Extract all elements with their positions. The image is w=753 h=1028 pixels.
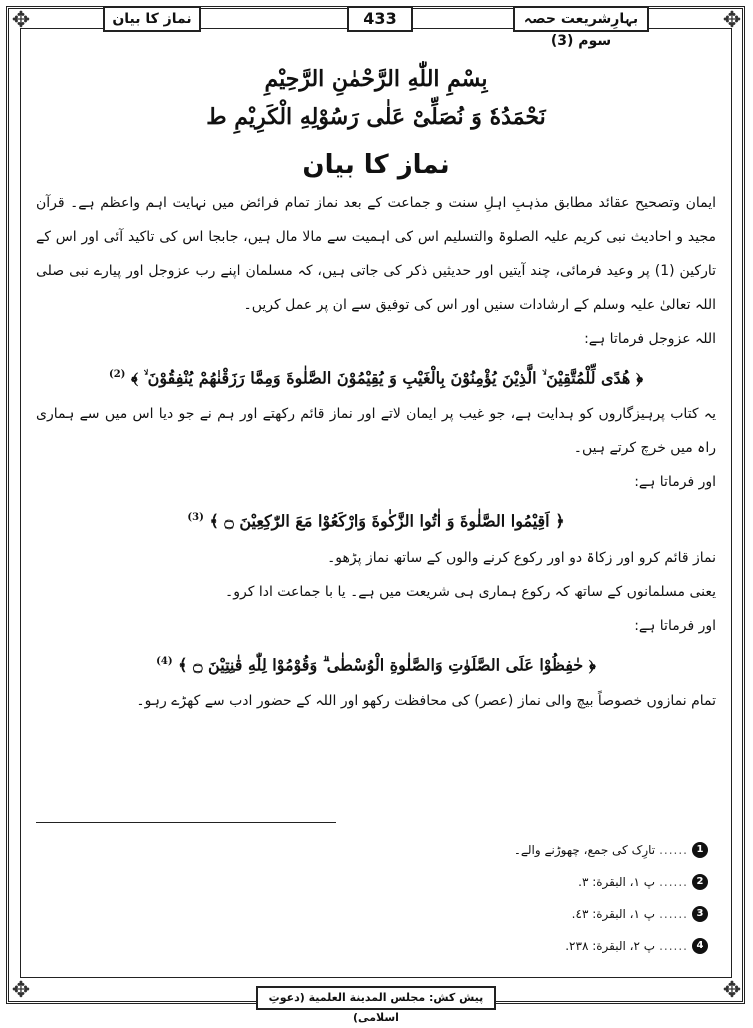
footnote-item	[36, 930, 708, 962]
corner-ornament-icon: ✥	[722, 8, 742, 33]
corner-ornament-icon: ✥	[11, 978, 31, 1003]
footnote-separator	[36, 822, 336, 823]
footnote-number: 1	[692, 842, 708, 858]
ayah-1-text: ﴿ هُدًى لِّلْمُتَّقِیْنَ ۙ الَّذِیْنَ یُؤْمِنُوْنَ بِالْغَیْبِ وَ یُقِیْمُوْنَ الصَّلٰوةَ وَمِمَّا رَزَقْنٰهُمْ یُنْفِقُوْنَ ۙ ﴾	[130, 368, 644, 388]
footnote-text: پ ۱، البقرة: ۳.	[578, 875, 656, 889]
corner-ornament-icon: ✥	[722, 978, 742, 1003]
allah-says-2: اور فرماتا ہے:	[634, 474, 716, 491]
basmala-line-2: نَحْمَدُهٗ وَ نُصَلِّیْ عَلٰی رَسُوْلِهِ الْكَرِیْمِ ط	[206, 104, 546, 130]
ayah-2	[36, 499, 716, 540]
footnote-leader: ......	[659, 875, 688, 889]
footnote-leader: ......	[659, 843, 688, 857]
basmala-line-1: بِسْمِ اللّٰهِ الرَّحْمٰنِ الرَّحِیْمِ	[264, 66, 488, 92]
footnote-text: پ ۱، البقرة: ٤٣.	[571, 907, 656, 921]
ayah-2-ref: (3)	[187, 512, 204, 524]
footnote-number: 3	[692, 906, 708, 922]
footnote-number: 2	[692, 874, 708, 890]
footnote-text: پ ۲، البقرة: ۲۳۸.	[565, 939, 656, 953]
allah-says-1: اللہ عزوجل فرماتا ہے:	[584, 331, 716, 347]
footnotes	[36, 834, 708, 962]
ayah-2-text: ﴿ اَقِیْمُوا الصَّلٰوةَ وَ اٰتُوا الزَّكٰوةَ وَارْكَعُوْا مَعَ الرّٰكِعِیْنَ ۝ ﴾	[209, 511, 565, 531]
footnote-item	[36, 898, 708, 930]
allah-says-3: اور فرماتا ہے:	[634, 617, 716, 634]
page-content	[36, 60, 716, 718]
footnote-leader: ......	[659, 907, 688, 921]
ayah-3-text: ﴿ حٰفِظُوْا عَلَى الصَّلَوٰتِ وَالصَّلٰوةِ الْوُسْطٰى ۗ وَقُوْمُوْا لِلّٰهِ قٰنِتِیْنَ ۝ ﴾	[178, 654, 596, 674]
translation-2a: نماز قائم کرو اور زکاۃ دو اور رکوع کرنے والوں کے ساتھ نماز پڑھو۔	[327, 549, 716, 566]
book-title: بہارِشریعت حصہ سوم (3)	[513, 6, 649, 32]
publisher-footer: پیش کش: مجلس المدینة العلمیة (دعوتِ اسلامی)	[256, 986, 496, 1010]
chapter-title: نماز کا بیان	[103, 6, 201, 32]
translation-3: تمام نمازوں خصوصاً بیچ والی نماز (عصر) کی محافظت رکھو اور اللہ کے حضور ادب سے کھڑے رہو۔	[136, 692, 716, 709]
translation-1: یہ کتاب پرہیزگاروں کو ہدایت ہے، جو غیب پر ایمان لاتے اور نماز قائم رکھتے اور ہم نے جو دیا اس میں سے ہماری راہ میں خرچ کرتے ہیں۔	[36, 406, 716, 457]
page-header	[0, 0, 753, 49]
page-number: 433	[347, 6, 413, 32]
footnote-leader: ......	[659, 939, 688, 953]
ayah-3	[36, 643, 716, 684]
page-heading: نماز کا بیان	[302, 150, 450, 180]
footnote-item	[36, 866, 708, 898]
footnote-item	[36, 834, 708, 866]
footnote-number: 4	[692, 938, 708, 954]
corner-ornament-icon: ✥	[11, 8, 31, 33]
ayah-1	[36, 356, 716, 397]
ayah-1-ref: (2)	[108, 369, 126, 380]
translation-2b: یعنی مسلمانوں کے ساتھ کہ رکوع ہماری ہی شریعت میں ہے۔ یا با جماعت ادا کرو۔	[225, 583, 716, 600]
ayah-3-ref: (4)	[156, 655, 173, 667]
intro-paragraph: ایمان وتصحیح عقائد مطابق مذہبِ اہلِ سنت و جماعت کے بعد نماز تمام فرائض میں نہایت اہم واعظم ہے۔ قرآن مجید و احادیث نبی کریم علیہ الصلوۃ والتسلیم اس کی اہمیت سے مالا مال ہیں، جابجا اس کی تاکید آئی اور اس کے تارکین (1) پر وعید فرمائی، چند آیتیں اور حدیثیں ذکر کی جاتی ہیں، کہ مسلمان اپنے رب عزوجل اور پیارے نبی صلی اللہ تعالیٰ علیہ وسلم کے ارشادات سنیں اور اس کی توفیق سے ان پر عمل کریں۔	[36, 195, 716, 313]
footnote-text: تارِک کی جمع، چھوڑنے والے۔	[513, 843, 656, 857]
